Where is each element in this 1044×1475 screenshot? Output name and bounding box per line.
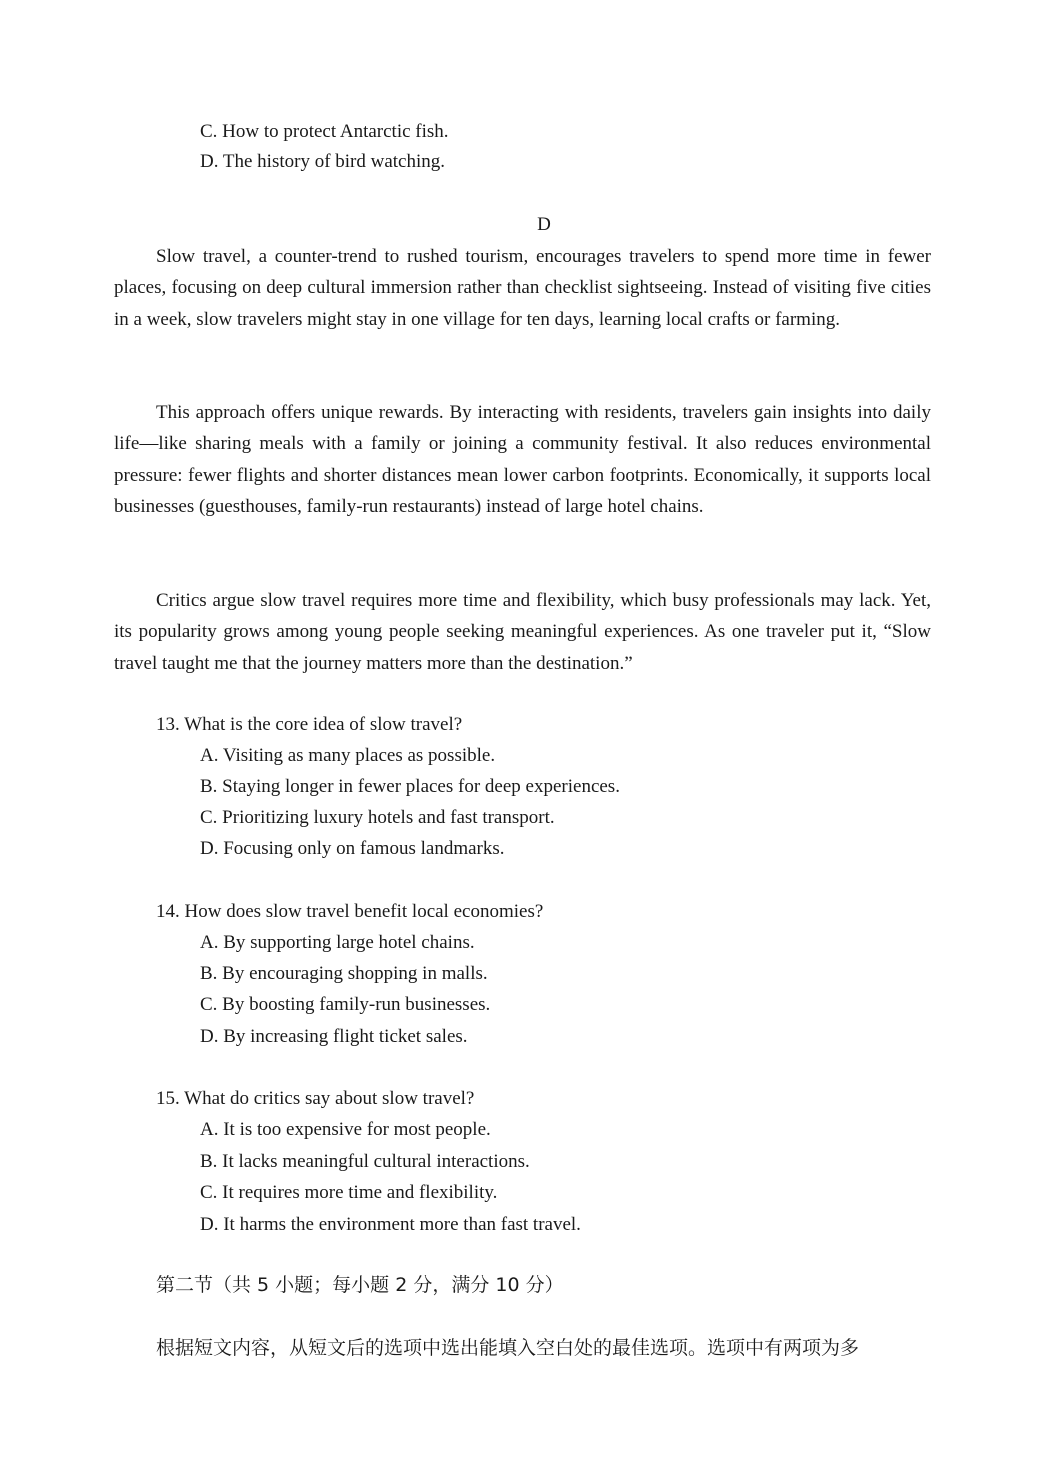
passage-title: D [537,214,551,235]
previous-option-d: D. The history of bird watching. [200,151,446,172]
question-14-option-c: C. By boosting family-run businesses. [200,994,491,1015]
question-15-option-c: C. It requires more time and flexibility. [200,1182,498,1203]
question-13-option-c: C. Prioritizing luxury hotels and fast transport. [200,807,555,828]
question-15-option-b: B. It lacks meaningful cultural interactions. [200,1151,530,1172]
previous-option-c: C. How to protect Antarctic fish. [200,121,449,142]
question-13-option-a: A. Visiting as many places as possible. [200,745,496,766]
question-13-option-d: D. Focusing only on famous landmarks. [200,838,505,859]
question-13-option-b: B. Staying longer in fewer places for deep experiences. [200,776,620,797]
question-14-option-a: A. By supporting large hotel chains. [200,932,475,953]
section-2-instruction: 根据短文内容，从短文后的选项中选出能填入空白处的最佳选项。选项中有两项为多 [156,1337,860,1359]
passage-paragraph-1: Slow travel, a counter-trend to rushed tourism, encourages travelers to spend more time in fewer places, focusing on deep cultural immersion rather than checklist sightseeing. Instead of visiting five cities in a week, slow travelers might stay in one village for ten days, learning local crafts or farming. [114,246,931,330]
question-15-option-a: A. It is too expensive for most people. [200,1119,491,1140]
question-15-option-d: D. It harms the environment more than fast travel. [200,1214,581,1235]
question-15-stem: 15. What do critics say about slow travel? [156,1088,475,1109]
question-14-option-d: D. By increasing flight ticket sales. [200,1026,468,1047]
question-13-stem: 13. What is the core idea of slow travel? [156,714,463,735]
section-2-heading: 第二节（共 5 小题；每小题 2 分，满分 10 分） [156,1274,564,1296]
passage-paragraph-2: This approach offers unique rewards. By interacting with residents, travelers gain insights into daily life—like sharing meals with a family or joining a community festival. It also reduces environmental pressure: fewer flights and shorter distances mean lower carbon footprints. Economically, it supports local businesses (guesthouses, family-run restaurants) instead of large hotel chains. [114,402,931,517]
passage-paragraph-3: Critics argue slow travel requires more time and flexibility, which busy professionals may lack. Yet, its popularity grows among young people seeking meaningful experiences. As one traveler put it, “Slow travel taught me that the journey matters more than the destination.” [114,590,931,674]
question-14-option-b: B. By encouraging shopping in malls. [200,963,488,984]
question-14-stem: 14. How does slow travel benefit local economies? [156,901,544,922]
